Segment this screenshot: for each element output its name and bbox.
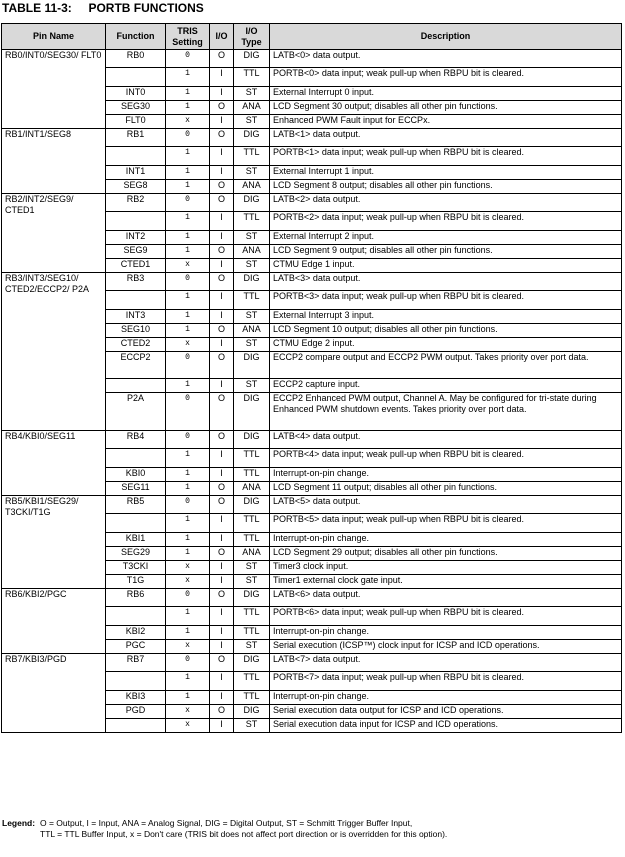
function-cell: PGC [106,640,166,654]
tris-setting-cell: 0 [166,496,210,514]
tris-setting-cell: x [166,719,210,733]
io-cell: I [210,561,234,575]
io-type-cell: ST [234,231,270,245]
tris-setting-cell: 0 [166,589,210,607]
io-cell: I [210,68,234,87]
description-cell: Serial execution data output for ICSP and ICD operations. [270,705,622,719]
description-cell: LATB<1> data output. [270,129,622,147]
io-cell: O [210,101,234,115]
io-type-cell: TTL [234,533,270,547]
pin-name-cell: RB3/INT3/SEG10/ CTED2/ECCP2/ P2A [2,273,106,431]
description-cell: PORTB<6> data input; weak pull-up when RBPU bit is cleared. [270,607,622,626]
description-cell: LCD Segment 10 output; disables all other pin functions. [270,324,622,338]
function-cell [106,672,166,691]
io-type-cell: DIG [234,352,270,379]
io-type-cell: DIG [234,194,270,212]
function-cell: KBI0 [106,468,166,482]
table-row [2,273,622,291]
tris-setting-cell: x [166,561,210,575]
function-cell [106,68,166,87]
io-cell: I [210,231,234,245]
active-low-signal-name: RBPU [443,607,469,617]
io-type-cell: TTL [234,672,270,691]
io-type-cell: DIG [234,393,270,431]
active-low-signal-name: RBPU [443,514,469,524]
function-cell: KBI2 [106,626,166,640]
pin-name-cell: RB5/KBI1/SEG29/ T3CKI/T1G [2,496,106,589]
header-io-type: I/O Type [234,24,270,50]
tris-setting-cell: 0 [166,352,210,379]
active-low-signal-name: RBPU [443,147,469,157]
io-type-cell: ANA [234,245,270,259]
io-cell: I [210,310,234,324]
io-type-cell: DIG [234,654,270,672]
io-cell: I [210,575,234,589]
tris-setting-cell: 0 [166,194,210,212]
io-type-cell: ST [234,115,270,129]
description-cell: Enhanced PWM Fault input for ECCPx. [270,115,622,129]
description-cell: External Interrupt 2 input. [270,231,622,245]
description-cell: External Interrupt 0 input. [270,87,622,101]
function-cell: RB3 [106,273,166,291]
io-type-cell: DIG [234,431,270,449]
io-cell: O [210,547,234,561]
description-cell: LCD Segment 8 output; disables all other pin functions. [270,180,622,194]
io-cell: O [210,324,234,338]
io-cell: I [210,514,234,533]
description-cell: Interrupt-on-pin change. [270,533,622,547]
io-type-cell: TTL [234,68,270,87]
description-cell: PORTB<3> data input; weak pull-up when RBPU bit is cleared. [270,291,622,310]
tris-setting-cell: 1 [166,231,210,245]
io-cell: O [210,273,234,291]
io-cell: I [210,291,234,310]
io-type-cell: DIG [234,705,270,719]
function-cell: RB0 [106,50,166,68]
function-cell: INT1 [106,166,166,180]
description-cell: LCD Segment 9 output; disables all other pin functions. [270,245,622,259]
table-row [2,496,622,514]
function-cell [106,607,166,626]
table-body [2,50,622,733]
tris-setting-cell: 1 [166,482,210,496]
description-cell: ECCP2 capture input. [270,379,622,393]
tris-setting-cell: 1 [166,87,210,101]
io-type-cell: ST [234,561,270,575]
io-type-cell: DIG [234,129,270,147]
function-cell: SEG8 [106,180,166,194]
function-cell [106,449,166,468]
function-cell: SEG9 [106,245,166,259]
io-cell: I [210,691,234,705]
table-row [2,654,622,672]
io-type-cell: TTL [234,468,270,482]
tris-setting-cell: 0 [166,129,210,147]
tris-setting-cell: 1 [166,547,210,561]
legend-line-1: O = Output, I = Input, ANA = Analog Signal, DIG = Digital Output, ST = Schmitt Trigger Buffer Input, [40,818,413,828]
header-io: I/O [210,24,234,50]
function-cell: RB6 [106,589,166,607]
tris-setting-cell: 1 [166,147,210,166]
description-cell: LATB<4> data output. [270,431,622,449]
function-cell: RB2 [106,194,166,212]
tris-setting-cell: 1 [166,212,210,231]
table-row [2,194,622,212]
io-cell: O [210,482,234,496]
io-type-cell: TTL [234,691,270,705]
tris-setting-cell: 1 [166,468,210,482]
tris-setting-cell: 1 [166,180,210,194]
io-cell: I [210,640,234,654]
io-type-cell: TTL [234,291,270,310]
tris-setting-cell: 1 [166,245,210,259]
io-cell: O [210,705,234,719]
pin-name-cell: RB2/INT2/SEG9/ CTED1 [2,194,106,273]
pin-name-cell: RB1/INT1/SEG8 [2,129,106,194]
io-cell: O [210,245,234,259]
description-cell: Interrupt-on-pin change. [270,691,622,705]
io-cell: I [210,338,234,352]
legend-line-2: TTL = TTL Buffer Input, x = Don't care (TRIS bit does not affect port direction or is overridden for this option). [40,829,448,839]
io-type-cell: TTL [234,449,270,468]
pin-name-cell: RB7/KBI3/PGD [2,654,106,733]
tris-setting-cell: 1 [166,514,210,533]
function-cell: INT3 [106,310,166,324]
io-cell: I [210,626,234,640]
io-type-cell: DIG [234,50,270,68]
description-cell: External Interrupt 1 input. [270,166,622,180]
tris-setting-cell: x [166,338,210,352]
tris-setting-cell: 1 [166,68,210,87]
io-type-cell: TTL [234,514,270,533]
tris-setting-cell: 1 [166,626,210,640]
io-type-cell: ST [234,310,270,324]
function-cell: RB1 [106,129,166,147]
io-type-cell: ST [234,259,270,273]
description-cell: PORTB<5> data input; weak pull-up when RBPU bit is cleared. [270,514,622,533]
description-cell: ECCP2 compare output and ECCP2 PWM output. Takes priority over port data. [270,352,622,379]
io-cell: I [210,147,234,166]
header-pin-name: Pin Name [2,24,106,50]
io-cell: O [210,180,234,194]
io-cell: O [210,50,234,68]
function-cell: SEG29 [106,547,166,561]
function-cell [106,719,166,733]
legend-label: Legend: [2,818,36,828]
tris-setting-cell: 0 [166,393,210,431]
io-cell: I [210,533,234,547]
tris-setting-cell: 1 [166,533,210,547]
io-cell: O [210,393,234,431]
tris-setting-cell: 0 [166,654,210,672]
io-type-cell: TTL [234,147,270,166]
function-cell: SEG30 [106,101,166,115]
function-cell: T1G [106,575,166,589]
io-cell: I [210,379,234,393]
description-cell: Timer3 clock input. [270,561,622,575]
io-type-cell: TTL [234,607,270,626]
portb-functions-table [1,23,622,733]
function-cell: FLT0 [106,115,166,129]
io-type-cell: ANA [234,482,270,496]
io-cell: I [210,166,234,180]
description-cell: LATB<5> data output. [270,496,622,514]
description-cell: LATB<3> data output. [270,273,622,291]
legend [2,818,447,840]
description-cell: Interrupt-on-pin change. [270,468,622,482]
tris-setting-cell: 1 [166,166,210,180]
io-cell: O [210,589,234,607]
io-cell: I [210,115,234,129]
description-cell: CTMU Edge 1 input. [270,259,622,273]
io-type-cell: DIG [234,496,270,514]
function-cell: P2A [106,393,166,431]
active-low-signal-name: RBPU [443,212,469,222]
pin-name-cell: RB6/KBI2/PGC [2,589,106,654]
function-cell: RB7 [106,654,166,672]
io-type-cell: ST [234,719,270,733]
function-cell [106,291,166,310]
io-cell: I [210,449,234,468]
io-type-cell: ANA [234,101,270,115]
tris-setting-cell: x [166,640,210,654]
io-type-cell: ST [234,575,270,589]
tris-setting-cell: 1 [166,324,210,338]
tris-setting-cell: 1 [166,691,210,705]
active-low-signal-name: RBPU [443,672,469,682]
function-cell: T3CKI [106,561,166,575]
io-type-cell: ANA [234,324,270,338]
io-cell: O [210,129,234,147]
io-type-cell: ST [234,166,270,180]
tris-setting-cell: x [166,259,210,273]
function-cell: SEG10 [106,324,166,338]
function-cell [106,514,166,533]
table-row [2,129,622,147]
function-cell: ECCP2 [106,352,166,379]
function-cell [106,212,166,231]
header-tris-setting: TRIS Setting [166,24,210,50]
description-cell: ECCP2 Enhanced PWM output, Channel A. May be configured for tri-state during Enhanced PWM shutdown events. Takes priority over port data. [270,393,622,431]
description-cell: LATB<0> data output. [270,50,622,68]
io-type-cell: TTL [234,212,270,231]
tris-setting-cell: 1 [166,607,210,626]
function-cell: KBI1 [106,533,166,547]
tris-setting-cell: 0 [166,273,210,291]
description-cell: Timer1 external clock gate input. [270,575,622,589]
io-type-cell: ANA [234,180,270,194]
description-cell: PORTB<4> data input; weak pull-up when RBPU bit is cleared. [270,449,622,468]
tris-setting-cell: x [166,575,210,589]
io-type-cell: ST [234,379,270,393]
tris-setting-cell: 0 [166,50,210,68]
description-cell: PORTB<1> data input; weak pull-up when RBPU bit is cleared. [270,147,622,166]
description-cell: Serial execution data input for ICSP and ICD operations. [270,719,622,733]
function-cell: SEG11 [106,482,166,496]
io-cell: I [210,672,234,691]
tris-setting-cell: 1 [166,291,210,310]
description-cell: PORTB<7> data input; weak pull-up when RBPU bit is cleared. [270,672,622,691]
description-cell: External Interrupt 3 input. [270,310,622,324]
description-cell: Serial execution (ICSP™) clock input for ICSP and ICD operations. [270,640,622,654]
io-cell: I [210,87,234,101]
tris-setting-cell: 1 [166,672,210,691]
function-cell: KBI3 [106,691,166,705]
table-title: TABLE 11-3: PORTB FUNCTIONS [2,1,204,15]
io-type-cell: ST [234,338,270,352]
function-cell: RB4 [106,431,166,449]
io-cell: O [210,194,234,212]
function-cell: INT2 [106,231,166,245]
description-cell: LCD Segment 29 output; disables all other pin functions. [270,547,622,561]
function-cell: CTED1 [106,259,166,273]
description-cell: LATB<2> data output. [270,194,622,212]
description-cell: LATB<7> data output. [270,654,622,672]
tris-setting-cell: x [166,115,210,129]
table-row [2,589,622,607]
function-cell: RB5 [106,496,166,514]
io-type-cell: DIG [234,589,270,607]
io-type-cell: ANA [234,547,270,561]
io-cell: O [210,431,234,449]
active-low-signal-name: RBPU [443,291,469,301]
tris-setting-cell: 1 [166,310,210,324]
io-cell: I [210,468,234,482]
table-row [2,431,622,449]
io-cell: I [210,719,234,733]
tris-setting-cell: 1 [166,101,210,115]
description-cell: LCD Segment 30 output; disables all other pin functions. [270,101,622,115]
function-cell [106,379,166,393]
io-cell: O [210,654,234,672]
active-low-signal-name: RBPU [443,68,469,78]
io-cell: O [210,496,234,514]
description-cell: PORTB<2> data input; weak pull-up when RBPU bit is cleared. [270,212,622,231]
tris-setting-cell: 0 [166,431,210,449]
table-row [2,50,622,68]
function-cell: INT0 [106,87,166,101]
tris-setting-cell: 1 [166,379,210,393]
io-cell: I [210,212,234,231]
description-cell: PORTB<0> data input; weak pull-up when RBPU bit is cleared. [270,68,622,87]
description-cell: CTMU Edge 2 input. [270,338,622,352]
header-function: Function [106,24,166,50]
active-low-signal-name: RBPU [443,449,469,459]
io-cell: O [210,352,234,379]
description-cell: LATB<6> data output. [270,589,622,607]
description-cell: Interrupt-on-pin change. [270,626,622,640]
io-cell: I [210,259,234,273]
io-cell: I [210,607,234,626]
header-description: Description [270,24,622,50]
io-type-cell: ST [234,640,270,654]
function-cell: CTED2 [106,338,166,352]
io-type-cell: DIG [234,273,270,291]
tris-setting-cell: 1 [166,449,210,468]
description-cell: LCD Segment 11 output; disables all other pin functions. [270,482,622,496]
function-cell: PGD [106,705,166,719]
io-type-cell: TTL [234,626,270,640]
pin-name-cell: RB4/KBI0/SEG11 [2,431,106,496]
io-type-cell: ST [234,87,270,101]
function-cell [106,147,166,166]
pin-name-cell: RB0/INT0/SEG30/ FLT0 [2,50,106,129]
tris-setting-cell: x [166,705,210,719]
